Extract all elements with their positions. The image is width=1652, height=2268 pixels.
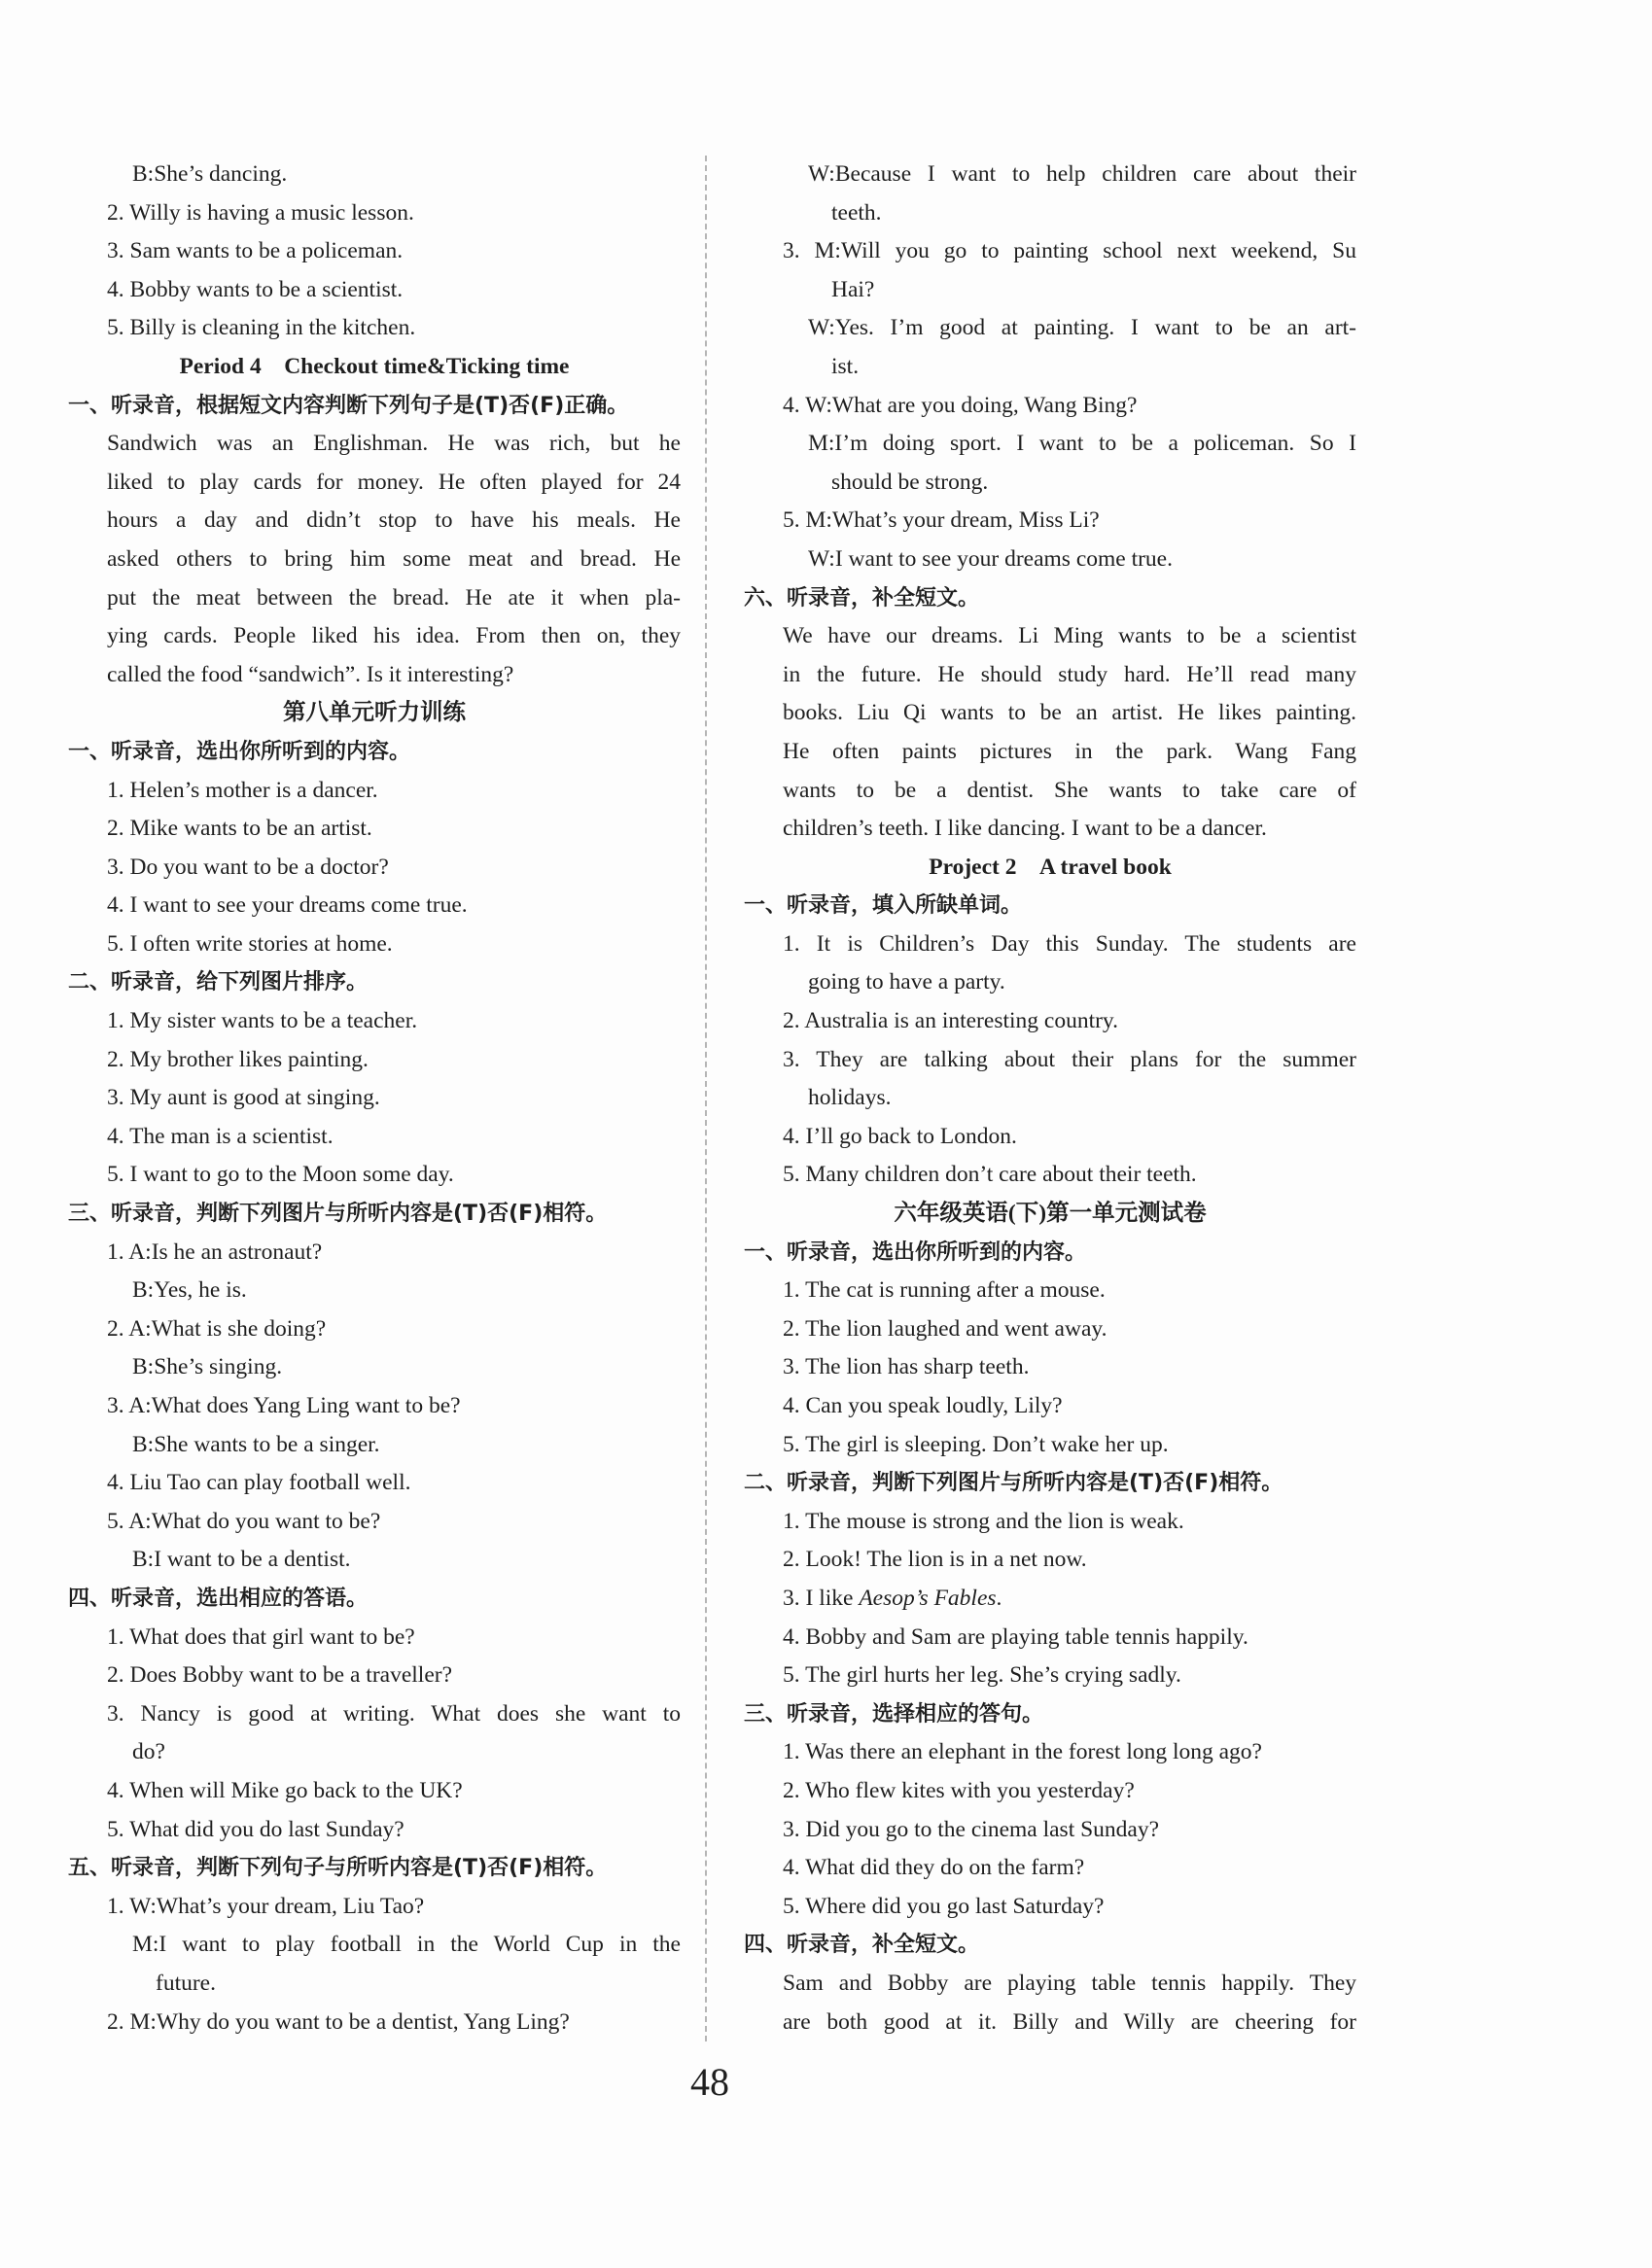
list-item: 2. My brother likes painting. (107, 1046, 369, 1072)
list-item: 4. W:What are you doing, Wang Bing? (783, 392, 1138, 418)
list-item: 3. M:Will you go to painting school next weekend, Su (783, 238, 1356, 264)
list-item: W:Because I want to help children care about their (808, 161, 1356, 187)
list-item: 5. Many children don’t care about their teeth. (783, 1162, 1197, 1188)
list-item: 2. A:What is she doing? (107, 1315, 327, 1342)
list-item: 5. A:What do you want to be? (107, 1508, 381, 1534)
exercise-heading: 三、听录音，判断下列图片与所听内容是(T)否(F)相符。 (68, 1202, 608, 1227)
exercise-heading: 一、听录音，选出你所听到的内容。 (68, 739, 411, 764)
passage-line: called the food “sandwich”. Is it interesting? (107, 661, 514, 687)
list-item: B:She’s dancing. (132, 161, 288, 187)
list-item: 2. M:Why do you want to be a dentist, Yang Ling? (107, 2008, 570, 2035)
list-item: should be strong. (831, 469, 989, 495)
list-item: 5. M:What’s your dream, Miss Li? (783, 507, 1100, 534)
list-item: 4. When will Mike go back to the UK? (107, 1777, 463, 1803)
passage-line: put the meat between the bread. He ate it when pla- (107, 584, 681, 611)
list-item: 2. Willy is having a music lesson. (107, 199, 414, 226)
section-title: Project 2 A travel book (929, 854, 1172, 880)
item-text: 3. I like (783, 1585, 860, 1611)
list-item: W:Yes. I’m good at painting. I want to be an art- (808, 315, 1356, 341)
list-item: 4. I want to see your dreams come true. (107, 892, 468, 919)
column-divider (705, 156, 707, 2041)
list-item: 5. What did you do last Sunday? (107, 1816, 404, 1842)
list-item: teeth. (831, 199, 882, 226)
exercise-heading: 四、听录音，选出相应的答语。 (68, 1586, 369, 1611)
list-item: 3. Did you go to the cinema last Sunday? (783, 1816, 1160, 1842)
list-item: 5. Billy is cleaning in the kitchen. (107, 315, 416, 341)
exercise-heading: 二、听录音，给下列图片排序。 (68, 970, 369, 995)
list-item: 2. The lion laughed and went away. (783, 1315, 1107, 1342)
list-item: W:I want to see your dreams come true. (808, 545, 1173, 572)
list-item: 3. Do you want to be a doctor? (107, 854, 389, 880)
list-item: B:Yes, he is. (132, 1277, 247, 1304)
list-item: 2. Does Bobby want to be a traveller? (107, 1662, 453, 1689)
list-item: 1. The cat is running after a mouse. (783, 1277, 1106, 1304)
list-item: 1. My sister wants to be a teacher. (107, 1008, 418, 1034)
right-column (744, 156, 1356, 2041)
list-item: 4. Liu Tao can play football well. (107, 1470, 411, 1496)
list-item: 2. Mike wants to be an artist. (107, 816, 372, 842)
list-item (744, 1580, 1356, 1619)
passage-line: hours a day and didn’t stop to have his meals. He (107, 507, 681, 534)
list-item: 4. Can you speak loudly, Lily? (783, 1393, 1063, 1418)
list-item: 2. Who flew kites with you yesterday? (783, 1777, 1135, 1803)
passage-line: He often paints pictures in the park. Wang Fang (783, 738, 1356, 764)
exercise-heading: 一、听录音，选出你所听到的内容。 (744, 1239, 1087, 1265)
list-item: 5. I want to go to the Moon some day. (107, 1162, 454, 1188)
passage-line: ying cards. People liked his idea. From then on, they (107, 623, 681, 649)
list-item: 3. They are talking about their plans for the summer (783, 1046, 1356, 1072)
list-item: holidays. (808, 1085, 892, 1111)
passage-line: asked others to bring him some meat and bread. He (107, 545, 681, 572)
list-item: 4. I’ll go back to London. (783, 1123, 1017, 1149)
list-item: 5. I often write stories at home. (107, 930, 393, 957)
passage-line: in the future. He should study hard. He’ll read many (783, 661, 1356, 687)
list-item: 1. W:What’s your dream, Liu Tao? (107, 1893, 425, 1919)
exercise-heading: 三、听录音，选择相应的答句。 (744, 1701, 1044, 1727)
section-title: 六年级英语(下)第一单元测试卷 (894, 1201, 1207, 1227)
list-item: ist. (831, 353, 860, 379)
list-item: 4. The man is a scientist. (107, 1123, 334, 1149)
exercise-heading: 五、听录音，判断下列句子与所听内容是(T)否(F)相符。 (68, 1856, 608, 1881)
exercise-heading: 一、听录音，填入所缺单词。 (744, 893, 1023, 919)
list-item: 1. The mouse is strong and the lion is weak. (783, 1508, 1184, 1534)
exercise-heading: 一、听录音，根据短文内容判断下列句子是(T)否(F)正确。 (68, 393, 629, 418)
exercise-heading: 六、听录音，补全短文。 (744, 585, 980, 611)
list-item: future. (156, 1970, 216, 1996)
passage-line: Sandwich was an Englishman. He was rich, but he (107, 431, 681, 457)
passage-line: wants to be a dentist. She wants to take care of (783, 777, 1356, 803)
page-number: 48 (690, 2060, 729, 2104)
list-item: 5. The girl is sleeping. Don’t wake her up. (783, 1431, 1169, 1457)
list-item: 1. A:Is he an astronaut? (107, 1239, 323, 1265)
list-item: B:She wants to be a singer. (132, 1431, 380, 1457)
list-item: B:She’s singing. (132, 1354, 283, 1380)
section-title: 第八单元听力训练 (283, 700, 466, 726)
section-title: Period 4 Checkout time&Ticking time (179, 353, 570, 379)
list-item: 3. The lion has sharp teeth. (783, 1354, 1030, 1380)
list-item: M:I want to play football in the World Cup in the (132, 1932, 681, 1958)
list-item: 1. It is Children’s Day this Sunday. The students are (783, 930, 1356, 957)
passage-line: children’s teeth. I like dancing. I want to be a dancer. (783, 816, 1267, 842)
list-item: 4. Bobby and Sam are playing table tennis happily. (783, 1623, 1248, 1650)
passage-line: We have our dreams. Li Ming wants to be a scientist (783, 623, 1356, 649)
list-item: 1. Helen’s mother is a dancer. (107, 777, 378, 803)
list-item: 2. Look! The lion is in a net now. (783, 1547, 1087, 1573)
list-item: 4. What did they do on the farm? (783, 1855, 1085, 1881)
list-item: Hai? (831, 276, 875, 302)
list-item: 1. Was there an elephant in the forest long long ago? (783, 1739, 1262, 1765)
list-item: 2. Australia is an interesting country. (783, 1008, 1119, 1034)
list-item: going to have a party. (808, 969, 1005, 995)
list-item: do? (132, 1739, 165, 1765)
list-item: B:I want to be a dentist. (132, 1547, 351, 1573)
passage-line: Sam and Bobby are playing table tennis happily. They (783, 1970, 1356, 1996)
list-item: 4. Bobby wants to be a scientist. (107, 276, 404, 302)
list-item: 3. A:What does Yang Ling want to be? (107, 1393, 461, 1418)
list-item: 3. Nancy is good at writing. What does she want to (107, 1700, 681, 1727)
passage-line: are both good at it. Billy and Willy are cheering for (783, 2008, 1356, 2035)
list-item: 3. My aunt is good at singing. (107, 1085, 380, 1111)
left-column (68, 156, 681, 2041)
list-item: M:I’m doing sport. I want to be a policeman. So I (808, 431, 1356, 457)
list-item: 5. The girl hurts her leg. She’s crying sadly. (783, 1662, 1181, 1689)
passage-line: liked to play cards for money. He often played for 24 (107, 469, 681, 495)
list-item: 5. Where did you go last Saturday? (783, 1893, 1105, 1919)
passage-line: books. Liu Qi wants to be an artist. He likes painting. (783, 700, 1356, 726)
book-title: Aesop’s Fables (859, 1585, 997, 1611)
list-item: 1. What does that girl want to be? (107, 1623, 415, 1650)
item-text-tail: . (996, 1585, 1002, 1611)
list-item: 3. Sam wants to be a policeman. (107, 238, 404, 264)
exercise-heading: 四、听录音，补全短文。 (744, 1933, 980, 1958)
exercise-heading: 二、听录音，判断下列图片与所听内容是(T)否(F)相符。 (744, 1471, 1283, 1496)
